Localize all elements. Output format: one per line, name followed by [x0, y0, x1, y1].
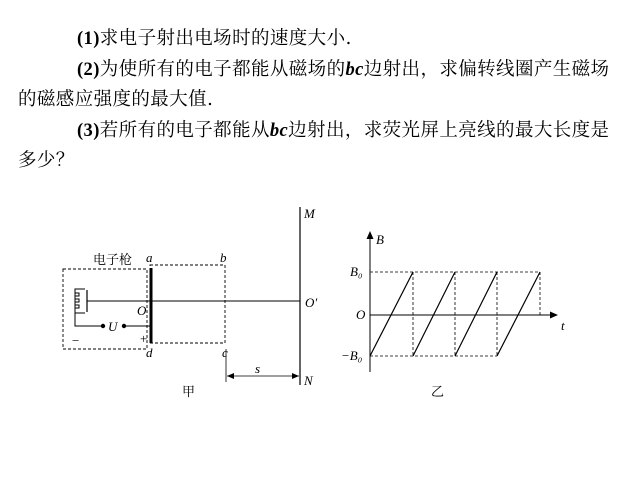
label-m: M: [304, 206, 315, 221]
label-plus: +: [140, 331, 148, 346]
question-1-number: (1): [77, 29, 100, 49]
question-2-number: (2): [77, 59, 100, 80]
caption-jia: 甲: [182, 384, 196, 399]
label-s: s: [255, 361, 261, 376]
terminal-left: [101, 324, 105, 328]
figure-yi: [341, 231, 565, 399]
sawtooth-ramp-1: [370, 272, 413, 356]
terminal-right: [122, 324, 126, 328]
label-neg-b0: −B₀: [341, 348, 363, 363]
label-d: d: [146, 345, 153, 360]
label-o: O: [137, 303, 147, 318]
label-a: a: [146, 250, 153, 265]
electron-gun-label: 电子枪: [93, 252, 133, 267]
caption-yi: 乙: [431, 384, 445, 399]
question-3-text-b: 边射出，求荧光屏上亮线的最大长度是多少？: [18, 119, 610, 171]
label-origin: O: [356, 307, 366, 322]
s-arrowhead-left: [227, 373, 234, 379]
question-1-text: 求电子射出电场时的速度大小.: [99, 28, 352, 49]
figure-jia: [63, 206, 317, 399]
s-arrowhead-right: [292, 373, 299, 379]
question-2-text-a: 为使所有的电子都能从磁场的: [99, 58, 346, 80]
b-axis-arrow: [367, 231, 374, 239]
question-2-text-b: 边射出，求偏转线圈产生磁场的磁感应强度的最大值.: [18, 58, 610, 110]
sawtooth-ramp-3: [455, 272, 497, 356]
magnetic-field-box: [150, 265, 225, 343]
label-o-prime: O′: [305, 295, 318, 310]
label-b-axis: B: [376, 232, 384, 247]
label-t-axis: t: [561, 318, 565, 333]
question-2-bc: bc: [345, 59, 364, 80]
label-n: N: [304, 373, 313, 388]
label-b: b: [220, 250, 227, 265]
label-u: U: [108, 319, 118, 334]
label-b0: B₀: [350, 264, 363, 279]
t-axis-arrow: [550, 312, 558, 319]
wire-left: [75, 313, 102, 326]
label-minus: −: [72, 333, 80, 348]
question-3-number: (3): [77, 120, 100, 141]
sawtooth-ramp-2: [413, 272, 455, 356]
filament-coil: [75, 293, 79, 308]
sawtooth-ramp-4: [497, 272, 540, 356]
label-c: c: [222, 345, 228, 360]
question-3-text-a: 若所有的电子都能从: [99, 119, 270, 141]
question-3-bc: bc: [269, 120, 289, 141]
